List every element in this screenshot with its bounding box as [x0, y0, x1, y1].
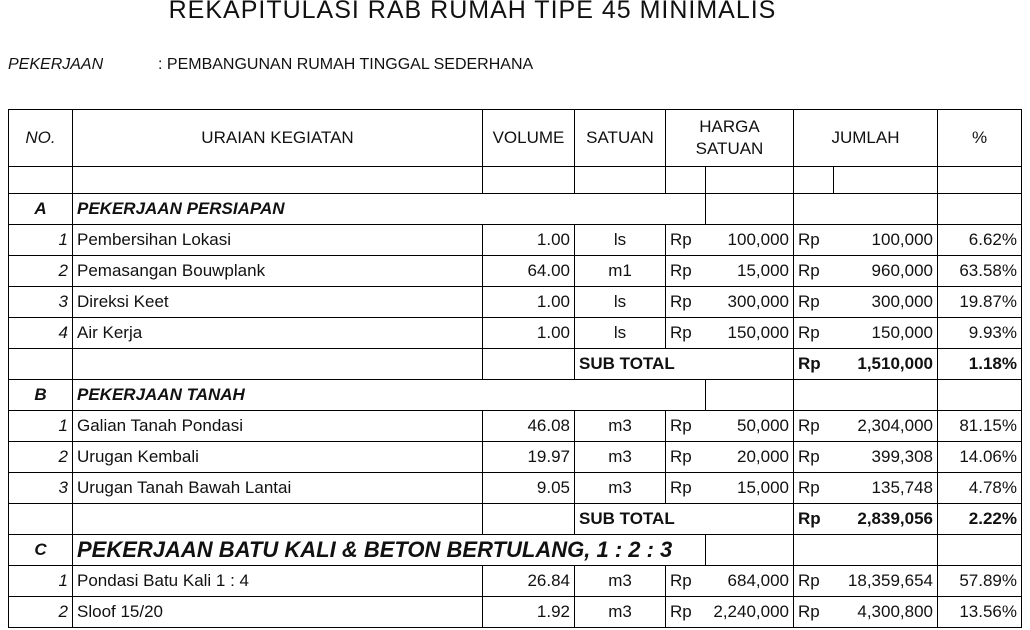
item-pct: 9.93%	[938, 318, 1022, 349]
item-desc: Sloof 15/20	[73, 597, 483, 628]
currency-label: Rp	[666, 442, 706, 473]
item-volume: 1.92	[483, 597, 575, 628]
item-pct: 4.78%	[938, 473, 1022, 504]
item-unit: ls	[575, 318, 666, 349]
empty-cell	[938, 380, 1022, 411]
spacer-row	[9, 167, 1022, 194]
currency-label: Rp	[794, 287, 834, 318]
item-desc: Air Kerja	[73, 318, 483, 349]
currency-label: Rp	[794, 318, 834, 349]
currency-label: Rp	[794, 504, 834, 535]
item-total: 150,000	[834, 318, 938, 349]
empty-cell	[9, 504, 73, 535]
item-volume: 1.00	[483, 287, 575, 318]
item-desc: Urugan Tanah Bawah Lantai	[73, 473, 483, 504]
item-volume: 19.97	[483, 442, 575, 473]
empty-cell	[73, 504, 483, 535]
empty-cell	[483, 349, 575, 380]
section-name: PEKERJAAN PERSIAPAN	[73, 194, 706, 225]
item-volume: 26.84	[483, 566, 575, 597]
project-value: : PEMBANGUNAN RUMAH TINGGAL SEDERHANA	[158, 56, 534, 73]
item-total: 135,748	[834, 473, 938, 504]
item-total: 100,000	[834, 225, 938, 256]
header-total: JUMLAH	[794, 110, 938, 167]
currency-label: Rp	[794, 349, 834, 380]
header-no: NO.	[9, 110, 73, 167]
item-volume: 1.00	[483, 225, 575, 256]
subtotal-value: 2,839,056	[834, 504, 938, 535]
item-no: 2	[9, 442, 73, 473]
currency-label: Rp	[794, 256, 834, 287]
item-desc: Pembersihan Lokasi	[73, 225, 483, 256]
item-total: 2,304,000	[834, 411, 938, 442]
item-desc: Pondasi Batu Kali 1 : 4	[73, 566, 483, 597]
section-code: B	[9, 380, 73, 411]
currency-label: Rp	[666, 287, 706, 318]
section-name: PEKERJAAN TANAH	[73, 380, 706, 411]
item-no: 3	[9, 287, 73, 318]
item-no: 1	[9, 566, 73, 597]
item-volume: 9.05	[483, 473, 575, 504]
item-pct: 81.15%	[938, 411, 1022, 442]
item-desc: Urugan Kembali	[73, 442, 483, 473]
empty-cell	[794, 194, 938, 225]
rab-table	[8, 109, 1022, 628]
currency-label: Rp	[666, 318, 706, 349]
currency-label: Rp	[666, 566, 706, 597]
empty-cell	[9, 349, 73, 380]
empty-cell	[73, 349, 483, 380]
item-desc: Direksi Keet	[73, 287, 483, 318]
item-pct: 63.58%	[938, 256, 1022, 287]
item-no: 2	[9, 597, 73, 628]
currency-label: Rp	[794, 442, 834, 473]
empty-cell	[706, 380, 794, 411]
item-pct: 6.62%	[938, 225, 1022, 256]
item-total: 18,359,654	[834, 566, 938, 597]
currency-label: Rp	[666, 473, 706, 504]
item-desc: Galian Tanah Pondasi	[73, 411, 483, 442]
page-title: REKAPITULASI RAB RUMAH TIPE 45 MINIMALIS	[168, 0, 777, 24]
project-label: PEKERJAAN	[8, 56, 104, 73]
item-price: 15,000	[706, 473, 794, 504]
item-volume: 64.00	[483, 256, 575, 287]
subtotal-label: SUB TOTAL	[575, 504, 794, 535]
item-desc: Pemasangan Bouwplank	[73, 256, 483, 287]
header-volume: VOLUME	[483, 110, 575, 167]
empty-cell	[794, 380, 938, 411]
empty-cell	[483, 504, 575, 535]
currency-label: Rp	[666, 225, 706, 256]
item-pct: 13.56%	[938, 597, 1022, 628]
empty-cell	[9, 167, 73, 194]
item-price: 150,000	[706, 318, 794, 349]
item-unit: m3	[575, 473, 666, 504]
empty-cell	[706, 535, 794, 566]
subtotal-pct: 2.22%	[938, 504, 1022, 535]
item-unit: ls	[575, 225, 666, 256]
item-unit: m3	[575, 411, 666, 442]
item-unit: m1	[575, 256, 666, 287]
empty-cell	[575, 167, 666, 194]
item-price: 15,000	[706, 256, 794, 287]
item-total: 4,300,800	[834, 597, 938, 628]
item-no: 1	[9, 225, 73, 256]
section-row	[9, 380, 1022, 411]
table-row	[9, 597, 1022, 628]
table-row	[9, 442, 1022, 473]
item-no: 1	[9, 411, 73, 442]
empty-cell	[938, 535, 1022, 566]
currency-label: Rp	[794, 411, 834, 442]
subtotal-row	[9, 349, 1022, 380]
table-row	[9, 318, 1022, 349]
table-row	[9, 256, 1022, 287]
item-pct: 57.89%	[938, 566, 1022, 597]
item-no: 4	[9, 318, 73, 349]
item-total: 399,308	[834, 442, 938, 473]
header-price-line2: SATUAN	[695, 139, 764, 158]
section-row	[9, 194, 1022, 225]
item-price: 300,000	[706, 287, 794, 318]
table-row	[9, 473, 1022, 504]
empty-cell	[483, 167, 575, 194]
empty-cell	[706, 167, 794, 194]
item-price: 100,000	[706, 225, 794, 256]
subtotal-value: 1,510,000	[834, 349, 938, 380]
header-price	[666, 110, 794, 167]
empty-cell	[938, 194, 1022, 225]
empty-cell	[666, 167, 706, 194]
currency-label: Rp	[666, 411, 706, 442]
section-row	[9, 535, 1022, 566]
table-row	[9, 411, 1022, 442]
item-unit: m3	[575, 566, 666, 597]
currency-label: Rp	[794, 225, 834, 256]
item-price: 50,000	[706, 411, 794, 442]
item-total: 300,000	[834, 287, 938, 318]
subtotal-row	[9, 504, 1022, 535]
currency-label: Rp	[794, 566, 834, 597]
empty-cell	[794, 535, 938, 566]
empty-cell	[706, 194, 794, 225]
section-code: C	[9, 535, 73, 566]
item-pct: 14.06%	[938, 442, 1022, 473]
table-row	[9, 566, 1022, 597]
table-row	[9, 287, 1022, 318]
currency-label: Rp	[794, 473, 834, 504]
item-unit: m3	[575, 597, 666, 628]
table-row	[9, 225, 1022, 256]
item-pct: 19.87%	[938, 287, 1022, 318]
subtotal-pct: 1.18%	[938, 349, 1022, 380]
table-body	[9, 167, 1022, 628]
section-name: PEKERJAAN BATU KALI & BETON BERTULANG, 1 : 2 : 3	[73, 535, 706, 566]
header-price-line1: HARGA	[699, 117, 760, 136]
currency-label: Rp	[666, 256, 706, 287]
header-pct: %	[938, 110, 1022, 167]
empty-cell	[938, 167, 1022, 194]
header-desc: URAIAN KEGIATAN	[73, 110, 483, 167]
item-unit: m3	[575, 442, 666, 473]
item-price: 2,240,000	[706, 597, 794, 628]
empty-cell	[73, 167, 483, 194]
item-no: 2	[9, 256, 73, 287]
item-volume: 1.00	[483, 318, 575, 349]
item-unit: ls	[575, 287, 666, 318]
item-price: 20,000	[706, 442, 794, 473]
header-unit: SATUAN	[575, 110, 666, 167]
currency-label: Rp	[666, 597, 706, 628]
empty-cell	[834, 167, 938, 194]
item-volume: 46.08	[483, 411, 575, 442]
currency-label: Rp	[794, 597, 834, 628]
item-total: 960,000	[834, 256, 938, 287]
empty-cell	[794, 167, 834, 194]
item-no: 3	[9, 473, 73, 504]
subtotal-label: SUB TOTAL	[575, 349, 794, 380]
section-code: A	[9, 194, 73, 225]
table-header	[9, 110, 1022, 167]
item-price: 684,000	[706, 566, 794, 597]
